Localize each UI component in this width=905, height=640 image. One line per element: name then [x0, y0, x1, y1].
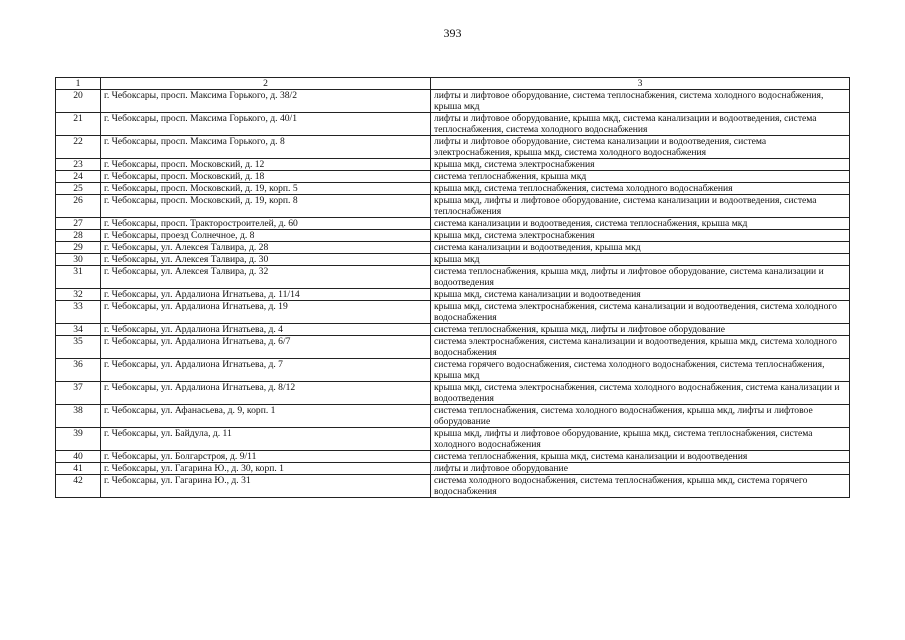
row-number: 24	[56, 171, 101, 183]
row-address: г. Чебоксары, просп. Московский, д. 19, корп. 5	[101, 183, 431, 195]
table-row	[56, 90, 850, 113]
row-address: г. Чебоксары, ул. Болгарстроя, д. 9/11	[101, 451, 431, 463]
row-number: 29	[56, 242, 101, 254]
table-row	[56, 113, 850, 136]
row-number: 36	[56, 359, 101, 382]
row-works: система теплоснабжения, крыша мкд, система канализации и водоотведения	[431, 451, 850, 463]
row-works: система горячего водоснабжения, система холодного водоснабжения, система теплоснабжения, крыша мкд	[431, 359, 850, 382]
row-works: система холодного водоснабжения, система теплоснабжения, крыша мкд, система горячего водоснабжения	[431, 475, 850, 498]
row-address: г. Чебоксары, ул. Байдула, д. 11	[101, 428, 431, 451]
row-works: лифты и лифтовое оборудование	[431, 463, 850, 475]
row-works: крыша мкд, система электроснабжения, система канализации и водоотведения, система холодного водоснабжения	[431, 301, 850, 324]
row-works: крыша мкд, система электроснабжения	[431, 230, 850, 242]
header-row	[56, 78, 850, 90]
row-works: система канализации и водоотведения, система теплоснабжения, крыша мкд	[431, 218, 850, 230]
row-works: крыша мкд	[431, 254, 850, 266]
table-row	[56, 405, 850, 428]
row-works: лифты и лифтовое оборудование, система теплоснабжения, система холодного водоснабжения, крыша мкд	[431, 90, 850, 113]
row-number: 27	[56, 218, 101, 230]
row-address: г. Чебоксары, ул. Ардалиона Игнатьева, д. 6/7	[101, 336, 431, 359]
row-number: 26	[56, 195, 101, 218]
table-row	[56, 382, 850, 405]
row-number: 32	[56, 289, 101, 301]
row-number: 42	[56, 475, 101, 498]
table-row	[56, 159, 850, 171]
table-row	[56, 136, 850, 159]
table-row	[56, 254, 850, 266]
table-row	[56, 475, 850, 498]
table-row	[56, 266, 850, 289]
table-row	[56, 336, 850, 359]
row-works: система теплоснабжения, крыша мкд	[431, 171, 850, 183]
row-address: г. Чебоксары, ул. Ардалиона Игнатьева, д. 19	[101, 301, 431, 324]
row-works: система канализации и водоотведения, крыша мкд	[431, 242, 850, 254]
table-row	[56, 195, 850, 218]
row-address: г. Чебоксары, ул. Алексея Талвира, д. 30	[101, 254, 431, 266]
header-col-2: 2	[101, 78, 431, 90]
table-row	[56, 171, 850, 183]
table-row	[56, 324, 850, 336]
row-works: система электроснабжения, система канализации и водоотведения, крыша мкд, система холодного водоснабжения	[431, 336, 850, 359]
table-row	[56, 218, 850, 230]
row-number: 31	[56, 266, 101, 289]
row-address: г. Чебоксары, просп. Максима Горького, д. 40/1	[101, 113, 431, 136]
row-number: 41	[56, 463, 101, 475]
table-row	[56, 428, 850, 451]
table-row	[56, 230, 850, 242]
row-address: г. Чебоксары, ул. Ардалиона Игнатьева, д. 4	[101, 324, 431, 336]
row-works: крыша мкд, система теплоснабжения, система холодного водоснабжения	[431, 183, 850, 195]
row-address: г. Чебоксары, ул. Алексея Талвира, д. 32	[101, 266, 431, 289]
table-row	[56, 463, 850, 475]
row-works: крыша мкд, лифты и лифтовое оборудование, система канализации и водоотведения, система теплоснабжения	[431, 195, 850, 218]
row-address: г. Чебоксары, проезд Солнечное, д. 8	[101, 230, 431, 242]
row-number: 34	[56, 324, 101, 336]
row-address: г. Чебоксары, просп. Московский, д. 18	[101, 171, 431, 183]
row-number: 33	[56, 301, 101, 324]
table-header	[56, 78, 850, 90]
row-address: г. Чебоксары, ул. Гагарина Ю., д. 31	[101, 475, 431, 498]
table-row	[56, 242, 850, 254]
row-works: система теплоснабжения, система холодного водоснабжения, крыша мкд, лифты и лифтовое оборудование	[431, 405, 850, 428]
header-col-1: 1	[56, 78, 101, 90]
row-works: лифты и лифтовое оборудование, система канализации и водоотведения, система электроснабжения, крыша мкд, система холодного водоснабжения	[431, 136, 850, 159]
row-address: г. Чебоксары, просп. Максима Горького, д. 38/2	[101, 90, 431, 113]
row-number: 39	[56, 428, 101, 451]
repair-works-table	[55, 77, 850, 498]
row-number: 25	[56, 183, 101, 195]
row-number: 22	[56, 136, 101, 159]
table-row	[56, 289, 850, 301]
row-works: крыша мкд, система электроснабжения	[431, 159, 850, 171]
table-row	[56, 451, 850, 463]
row-address: г. Чебоксары, ул. Алексея Талвира, д. 28	[101, 242, 431, 254]
row-number: 23	[56, 159, 101, 171]
row-address: г. Чебоксары, просп. Московский, д. 12	[101, 159, 431, 171]
row-address: г. Чебоксары, ул. Гагарина Ю., д. 30, корп. 1	[101, 463, 431, 475]
row-works: крыша мкд, лифты и лифтовое оборудование, крыша мкд, система теплоснабжения, система холодного водоснабжения	[431, 428, 850, 451]
table-body	[56, 90, 850, 498]
row-number: 35	[56, 336, 101, 359]
row-number: 20	[56, 90, 101, 113]
row-works: крыша мкд, система канализации и водоотведения	[431, 289, 850, 301]
row-address: г. Чебоксары, ул. Афанасьева, д. 9, корп. 1	[101, 405, 431, 428]
table-row	[56, 183, 850, 195]
table-row	[56, 359, 850, 382]
row-address: г. Чебоксары, просп. Тракторостроителей, д. 60	[101, 218, 431, 230]
row-works: система теплоснабжения, крыша мкд, лифты и лифтовое оборудование	[431, 324, 850, 336]
row-number: 21	[56, 113, 101, 136]
row-number: 40	[56, 451, 101, 463]
row-address: г. Чебоксары, ул. Ардалиона Игнатьева, д. 11/14	[101, 289, 431, 301]
row-number: 30	[56, 254, 101, 266]
row-address: г. Чебоксары, ул. Ардалиона Игнатьева, д. 7	[101, 359, 431, 382]
page-number: 393	[443, 26, 462, 40]
row-number: 37	[56, 382, 101, 405]
table-row	[56, 301, 850, 324]
row-address: г. Чебоксары, просп. Московский, д. 19, корп. 8	[101, 195, 431, 218]
row-number: 28	[56, 230, 101, 242]
row-number: 38	[56, 405, 101, 428]
row-works: крыша мкд, система электроснабжения, система холодного водоснабжения, система канализации и водоотведения	[431, 382, 850, 405]
row-address: г. Чебоксары, просп. Максима Горького, д. 8	[101, 136, 431, 159]
row-works: лифты и лифтовое оборудование, крыша мкд, система канализации и водоотведения, система теплоснабжения, система холодного водоснабжения	[431, 113, 850, 136]
row-works: система теплоснабжения, крыша мкд, лифты и лифтовое оборудование, система канализации и водоотведения	[431, 266, 850, 289]
header-col-3: 3	[431, 78, 850, 90]
row-address: г. Чебоксары, ул. Ардалиона Игнатьева, д. 8/12	[101, 382, 431, 405]
